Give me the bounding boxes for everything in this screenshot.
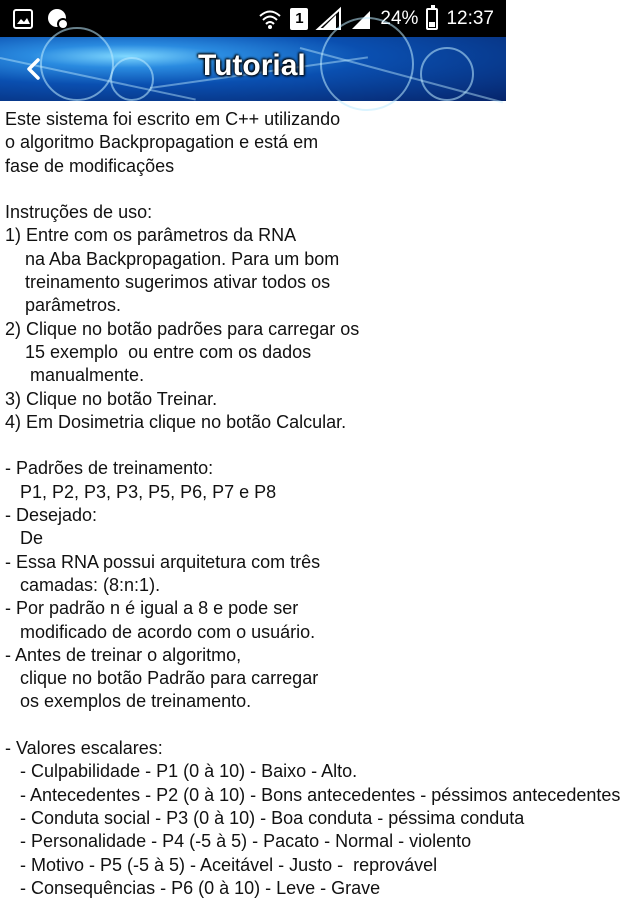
page-title: Tutorial (198, 49, 306, 82)
clock: 12:37 (446, 7, 494, 29)
text-line: - Antecedentes - P2 (0 à 10) - Bons antecedentes - péssimos antecedentes (5, 784, 620, 805)
text-line: 1) Entre com os parâmetros da RNA (5, 225, 297, 246)
text-line: na Aba Backpropagation. Para um bom (5, 248, 340, 269)
text-line: manualmente. (5, 365, 145, 386)
text-line: - Motivo - P5 (-5 à 5) - Aceitável - Justo - reprovável (5, 854, 438, 875)
text-line: De (5, 528, 44, 549)
text-line (5, 178, 506, 201)
sim-icon: 1 (290, 8, 308, 30)
text-line: 4) Em Dosimetria clique no botão Calcular. (5, 411, 347, 432)
text-line: Instruções de uso: (5, 202, 153, 223)
text-line: 15 exemplo ou entre com os dados (5, 341, 312, 362)
text-line: parâmetros. (5, 295, 122, 316)
back-button[interactable] (14, 49, 54, 89)
text-line: o algoritmo Backpropagation e está em (5, 132, 319, 153)
text-line: 2) Clique no botão padrões para carregar os (5, 318, 360, 339)
text-line: - Desejado: (5, 505, 98, 526)
image-notification-icon (12, 8, 34, 30)
text-line (5, 714, 506, 737)
tutorial-text (5, 108, 620, 900)
text-line: - Conduta social - P3 (0 à 10) - Boa conduta - péssima conduta (5, 807, 525, 828)
text-line: os exemplos de treinamento. (5, 691, 252, 712)
text-line: modificado de acordo com o usuário. (5, 621, 316, 642)
battery-percent: 24% (380, 7, 419, 29)
app-notification-icon (46, 7, 70, 31)
text-line: - Padrões de treinamento: (5, 458, 214, 479)
text-line: treinamento sugerimos ativar todos os (5, 272, 331, 293)
text-line: - Personalidade - P4 (-5 à 5) - Pacato - Normal - violento (5, 831, 472, 852)
chevron-left-icon (24, 57, 44, 81)
text-line: P1, P2, P3, P3, P5, P6, P7 e P8 (5, 481, 277, 502)
text-line: - Valores escalares: (5, 738, 163, 759)
text-line: fase de modificações (5, 155, 175, 176)
text-line: - Consequências - P6 (0 à 10) - Leve - Grave (5, 877, 381, 898)
text-line: - Antes de treinar o algoritmo, (5, 644, 242, 665)
app-bar (0, 37, 506, 101)
text-line: - Por padrão n é igual a 8 e pode ser (5, 598, 299, 619)
text-line: Este sistema foi escrito em C++ utilizando (5, 109, 341, 129)
text-line: camadas: (8:n:1). (5, 574, 161, 595)
wifi-icon (258, 8, 282, 30)
text-line (5, 434, 506, 457)
text-line: clique no botão Padrão para carregar (5, 668, 319, 689)
battery-icon (426, 8, 438, 30)
text-line: 3) Clique no botão Treinar. (5, 388, 218, 409)
text-line: - Culpabilidade - P1 (0 à 10) - Baixo - Alto. (5, 761, 358, 782)
text-line: - Essa RNA possui arquitetura com três (5, 551, 321, 572)
